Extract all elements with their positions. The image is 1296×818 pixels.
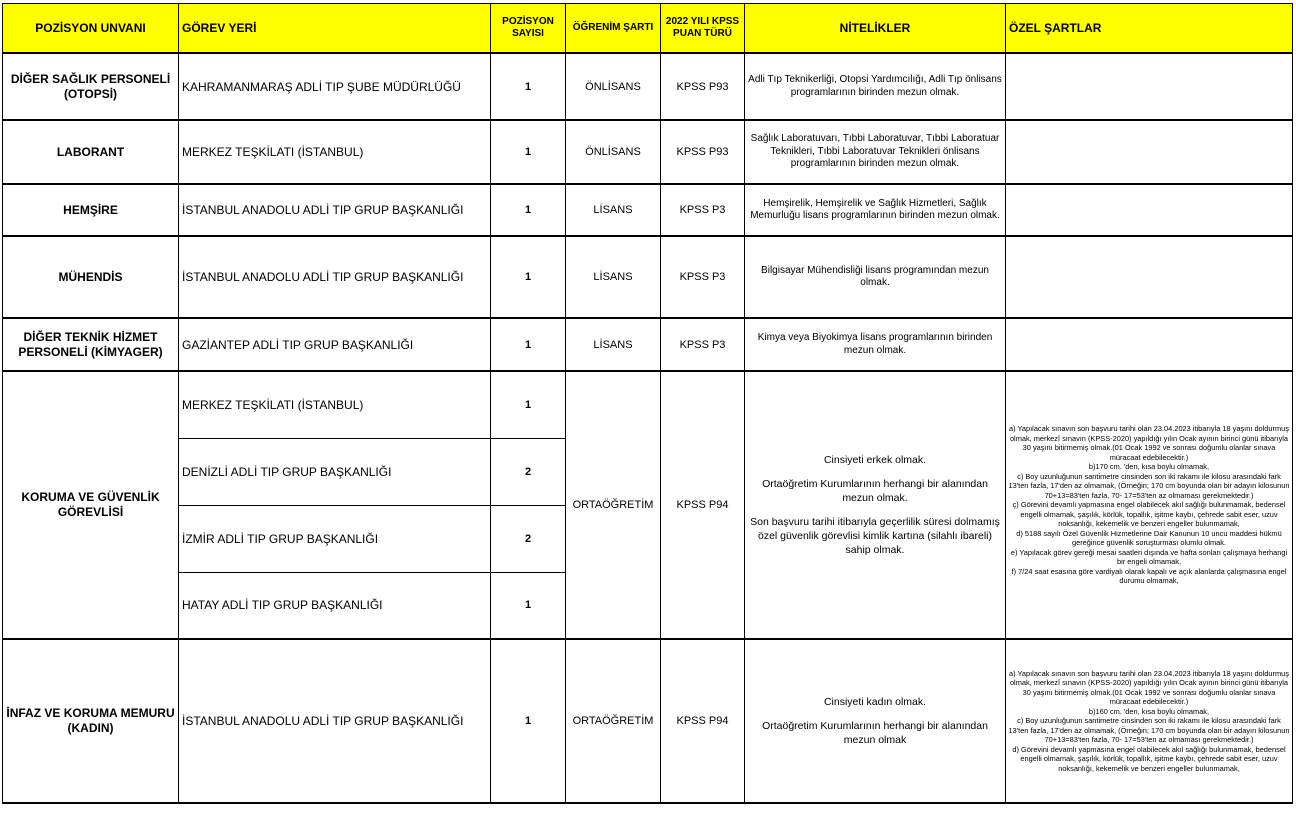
position-location: GAZİANTEP ADLİ TIP GRUP BAŞKANLIĞI <box>179 318 491 371</box>
header-row <box>3 4 1293 54</box>
position-qualifications: Sağlık Laboratuvarı, Tıbbi Laboratuvar, Tıbbi Laboratuar Teknikleri, Tıbbi Laboratuvar Teknikleri önlisans programlarının birinden mezun olmak. <box>745 120 1006 184</box>
position-kpss: KPSS P94 <box>661 371 745 639</box>
position-title: LABORANT <box>3 120 179 184</box>
position-qualifications: Adli Tıp Teknikerliği, Otopsi Yardımcılığı, Adli Tıp önlisans programlarının birinden mezun olmak. <box>745 53 1006 120</box>
table-row <box>3 53 1293 120</box>
special-condition-line: ç) Görevini devamlı yapmasına engel olabilecek akıl sağlığı bulunmamak, bedensel engelli olmamak, şaşılık, körlük, topallık, işitme kaybı, çehrede sabit eser, uzuv noksanlığı, kekemelik ve benzeri engeller bulunmamak, <box>1012 500 1286 529</box>
position-location: İZMİR ADLİ TIP GRUP BAŞKANLIĞI <box>179 505 491 572</box>
position-count: 2 <box>491 438 566 505</box>
special-condition-line: d) 5188 sayılı Özel Güvenlik Hizmetlerine Dair Kanunun 10 uncu maddesi hükmü gereğince güvenlik soruşturması olumlu olmak. <box>1016 528 1282 548</box>
position-qualifications: Bilgisayar Mühendisliği lisans programından mezun olmak. <box>745 236 1006 318</box>
header-ozel-sartlar: ÖZEL ŞARTLAR <box>1006 4 1293 54</box>
table-row <box>3 236 1293 318</box>
position-kpss: KPSS P93 <box>661 53 745 120</box>
position-kpss: KPSS P3 <box>661 236 745 318</box>
qualification-line: Ortaöğretim Kurumlarının herhangi bir alanından mezun olmak. <box>762 478 988 504</box>
position-kpss: KPSS P3 <box>661 318 745 371</box>
position-qualifications <box>745 371 1006 639</box>
qualification-line: Cinsiyeti erkek olmak. <box>823 454 927 466</box>
table-row <box>3 371 1293 438</box>
position-title: MÜHENDİS <box>3 236 179 318</box>
position-special-conditions <box>1006 639 1293 803</box>
special-condition-line: a) Yapılacak sınavın son başvuru tarihi olan 23.04.2023 itibarıyla 18 yaşını doldurmuş olmak, merkezî sınavın (KPSS-2020) yapıldığı yılın Ocak ayının birinci günü itibarıyla 30 yaşını bitirmemiş olmak.(01 Ocak 1992 ve sonrası doğumlu olanlar sınava müracaat edebilecektir.) <box>1009 668 1289 707</box>
position-education: LİSANS <box>566 184 661 236</box>
header-gorev-yeri: GÖREV YERİ <box>179 4 491 54</box>
table-row <box>3 120 1293 184</box>
table-row <box>3 318 1293 371</box>
position-education: ÖNLİSANS <box>566 53 661 120</box>
position-education: LİSANS <box>566 236 661 318</box>
position-location: İSTANBUL ANADOLU ADLİ TIP GRUP BAŞKANLIĞI <box>179 184 491 236</box>
header-nitelikler: NİTELİKLER <box>745 4 1006 54</box>
position-qualifications <box>745 639 1006 803</box>
position-location: İSTANBUL ANADOLU ADLİ TIP GRUP BAŞKANLIĞI <box>179 639 491 803</box>
special-condition-line: b)160 cm. 'den, kısa boylu olmamak, <box>1088 706 1210 716</box>
position-title: DİĞER SAĞLIK PERSONELİ (OTOPSİ) <box>3 53 179 120</box>
header-ogrenim-sarti: ÖĞRENİM ŞARTI <box>566 4 661 54</box>
position-location: KAHRAMANMARAŞ ADLİ TIP ŞUBE MÜDÜRLÜĞÜ <box>179 53 491 120</box>
position-location: İSTANBUL ANADOLU ADLİ TIP GRUP BAŞKANLIĞI <box>179 236 491 318</box>
special-condition-line: d) Görevini devamlı yapmasına engel olabilecek akıl sağlığı bulunmamak, bedensel engelli olmamak, şaşılık, körlük, topallık, işitme kaybı, çehrede sabit eser, uzuv noksanlığı, kekemelik ve benzeri engeller bulunmamak, <box>1012 744 1286 773</box>
position-education: ORTAÖĞRETİM <box>566 639 661 803</box>
position-special-conditions <box>1006 184 1293 236</box>
position-title: DİĞER TEKNİK HİZMET PERSONELİ (KİMYAGER) <box>3 318 179 371</box>
position-special-conditions <box>1006 120 1293 184</box>
position-special-conditions <box>1006 371 1293 639</box>
position-title: HEMŞİRE <box>3 184 179 236</box>
position-kpss: KPSS P94 <box>661 639 745 803</box>
position-location: MERKEZ TEŞKİLATI (İSTANBUL) <box>179 371 491 438</box>
header-pozisyon-unvani: POZİSYON UNVANI <box>3 4 179 54</box>
special-condition-line: a) Yapılacak sınavın son başvuru tarihi olan 23.04.2023 itibarıyla 18 yaşını doldurmuş olmak, merkezî sınavın (KPSS-2020) yapıldığı yılın Ocak ayının birinci günü itibarıyla 30 yaşını bitirmemiş olmak.(01 Ocak 1992 ve sonrası doğumlu olanlar sınava müracaat edebilecektir.) <box>1009 424 1289 462</box>
position-count: 1 <box>491 318 566 371</box>
header-kpss: 2022 YILI KPSS PUAN TÜRÜ <box>661 4 745 54</box>
position-count: 1 <box>491 120 566 184</box>
header-pozisyon-sayisi: POZİSYON SAYISI <box>491 4 566 54</box>
position-count: 1 <box>491 184 566 236</box>
position-location: DENİZLİ ADLİ TIP GRUP BAŞKANLIĞI <box>179 438 491 505</box>
table-row <box>3 639 1293 803</box>
special-condition-line: c) Boy uzunluğunun santimetre cinsinden son iki rakamı ile kilosu arasındaki fark 13'ten fazla, 17'den az olmamak, (Örneğin; 170 cm boyunda olan bir adayın kilosunun 70+13=83'ten fazla, 70- 17=53'ten az olmaması gerekmektedir.) <box>1008 471 1290 500</box>
special-condition-line: c) Boy uzunluğunun santimetre cinsinden son iki rakamı ile kilosu arasındaki fark 13'ten fazla, 17'den az olmamak, (Örneğin; 170 cm boyunda olan bir adayın kilosunun 70+13=83'ten fazla, 70- 17=53'ten az olmaması gerekmektedir.) <box>1008 716 1290 745</box>
qualification-line: Ortaöğretim Kurumlarının herhangi bir alanından mezun olmak <box>762 720 988 746</box>
position-title: KORUMA VE GÜVENLİK GÖREVLİSİ <box>3 371 179 639</box>
position-title: İNFAZ VE KORUMA MEMURU (KADIN) <box>3 639 179 803</box>
position-kpss: KPSS P3 <box>661 184 745 236</box>
position-qualifications: Kimya veya Biyokimya lisans programlarının birinden mezun olmak. <box>745 318 1006 371</box>
position-education: ÖNLİSANS <box>566 120 661 184</box>
position-education: LİSANS <box>566 318 661 371</box>
position-count: 1 <box>491 572 566 639</box>
qualification-line: Son başvuru tarihi itibarıyla geçerlilik süresi dolmamış özel güvenlik görevlisi kimlik kartına (silahlı ibareli) sahip olmak. <box>750 516 1000 556</box>
position-count: 1 <box>491 236 566 318</box>
position-qualifications: Hemşirelik, Hemşirelik ve Sağlık Hizmetleri, Sağlık Memurluğu lisans programlarının birinden mezun olmak. <box>745 184 1006 236</box>
position-special-conditions <box>1006 236 1293 318</box>
qualification-line: Cinsiyeti kadın olmak. <box>823 696 927 708</box>
position-kpss: KPSS P93 <box>661 120 745 184</box>
table-row <box>3 184 1293 236</box>
position-count: 1 <box>491 371 566 438</box>
position-count: 1 <box>491 639 566 803</box>
position-education: ORTAÖĞRETİM <box>566 371 661 639</box>
position-count: 1 <box>491 53 566 120</box>
positions-table <box>2 3 1293 804</box>
position-special-conditions <box>1006 318 1293 371</box>
special-condition-line: f) 7/24 saat esasına göre vardiyalı olarak kapalı ve açık alanlarda çalışmasına engel durumu olmamak, <box>1011 566 1287 586</box>
special-condition-line: e) Yapılacak görev gereği mesai saatleri dışında ve hafta sonları çalışmaya herhangi bir engeli olmamak, <box>1010 547 1288 567</box>
special-condition-line: b)170 cm. 'den, kısa boylu olmamak, <box>1088 462 1210 472</box>
position-special-conditions <box>1006 53 1293 120</box>
position-count: 2 <box>491 505 566 572</box>
position-location: HATAY ADLİ TIP GRUP BAŞKANLIĞI <box>179 572 491 639</box>
position-location: MERKEZ TEŞKİLATI (İSTANBUL) <box>179 120 491 184</box>
